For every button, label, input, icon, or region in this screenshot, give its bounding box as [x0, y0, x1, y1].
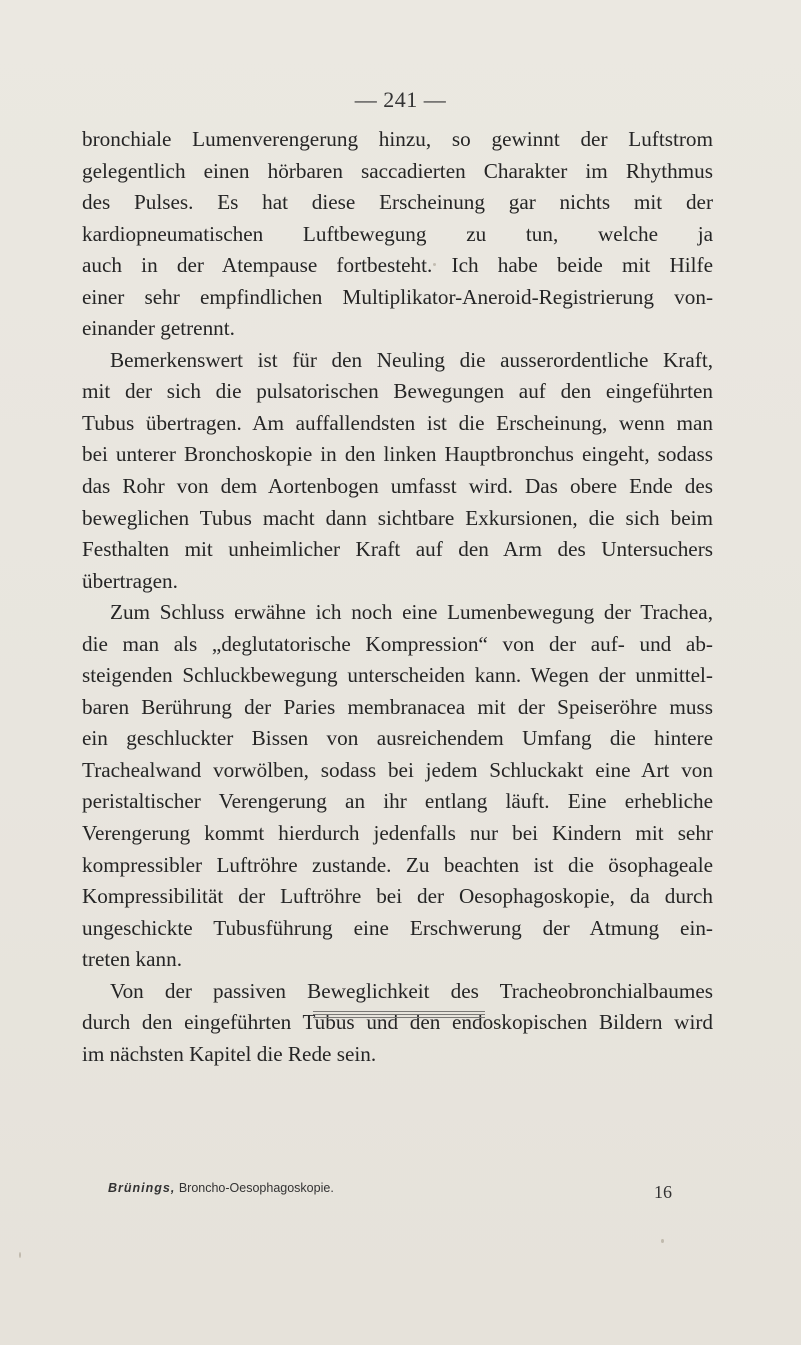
text-line: gelegentlich einen hörbaren saccadierten Charakter im Rhythmus [82, 158, 713, 183]
paragraph-4 [82, 976, 713, 1071]
text-line: baren Berührung der Paries membranacea mit der Speiseröhre muss [82, 694, 713, 719]
text-line: steigenden Schluckbewegung unterscheiden kann. Wegen der unmittel- [82, 663, 713, 688]
text-line: des Pulses. Es hat diese Erscheinung gar nichts mit der [82, 190, 713, 215]
text-line: bei unterer Bronchoskopie in den linken Hauptbronchus eingeht, sodass [82, 442, 713, 467]
text-line: kardiopneumatischen Luftbewegung zu tun, welche ja [82, 221, 713, 246]
section-divider-line [313, 1014, 485, 1015]
text-line: treten kann. [82, 947, 183, 972]
paragraph-1 [82, 124, 713, 345]
paragraph-3 [82, 597, 713, 976]
text-line: beweglichen Tubus macht dann sichtbare Exkursionen, die sich beim [82, 505, 713, 530]
footer-title: Broncho-Oesophagoskopie. [178, 1181, 334, 1195]
footer-author: Brünings, [108, 1181, 176, 1195]
text-line: einander getrennt. [82, 316, 235, 341]
text-line: im nächsten Kapitel die Rede sein. [82, 1041, 377, 1066]
text-line: Tubus übertragen. Am auffallendsten ist die Erscheinung, wenn man [82, 410, 713, 435]
text-line: bronchiale Lumenverengerung hinzu, so gewinnt der Luftstrom [82, 127, 713, 151]
paper-speck [433, 263, 436, 266]
text-line: die man als „deglutatorische Kompression“ von der auf- und ab- [82, 631, 713, 656]
text-line: kompressibler Luftröhre zustande. Zu beachten ist die ösophageale [82, 852, 713, 877]
text-line: Von der passiven Beweglichkeit des Tracheobronchialbaumes [110, 978, 713, 1003]
paper-speck [661, 1239, 664, 1243]
text-line: das Rohr von dem Aortenbogen umfasst wird. Das obere Ende des [82, 474, 713, 499]
text-line: einer sehr empfindlichen Multiplikator-Aneroid-Registrierung von- [82, 284, 713, 309]
section-divider-line [313, 1011, 485, 1012]
text-line: übertragen. [82, 568, 178, 593]
paragraph-2 [82, 345, 713, 597]
footer-credit [108, 1181, 334, 1195]
text-line: peristaltischer Verengerung an ihr entlang läuft. Eine erhebliche [82, 789, 713, 814]
body-text [82, 124, 713, 1070]
text-line: ein geschluckter Bissen von ausreichendem Umfang die hintere [82, 726, 713, 751]
text-line: Kompressibilität der Luftröhre bei der Oesophagoskopie, da durch [82, 884, 713, 909]
paper-speck [19, 1252, 21, 1258]
text-line: Trachealwand vorwölben, sodass bei jedem Schluckakt eine Art von [82, 757, 713, 782]
text-line: Zum Schluss erwähne ich noch eine Lumenbewegung der Trachea, [110, 600, 713, 625]
signature-mark: 16 [654, 1182, 672, 1202]
text-line: auch in der Atempause fortbesteht. Ich habe beide mit Hilfe [82, 253, 713, 278]
text-line: Bemerkenswert ist für den Neuling die ausserordentliche Kraft, [110, 347, 713, 372]
text-line: Festhalten mit unheimlicher Kraft auf den Arm des Untersuchers [82, 537, 713, 562]
text-line: mit der sich die pulsatorischen Bewegungen auf den eingeführten [82, 379, 713, 404]
page-header: — 241 — [354, 87, 447, 112]
text-line: durch den eingeführten Tubus und den endoskopischen Bildern wird [82, 1010, 713, 1035]
text-line: Verengerung kommt hierdurch jedenfalls nur bei Kindern mit sehr [82, 821, 713, 846]
text-line: ungeschickte Tubusführung eine Erschwerung der Atmung ein- [82, 915, 713, 940]
section-divider-line [313, 1017, 485, 1018]
